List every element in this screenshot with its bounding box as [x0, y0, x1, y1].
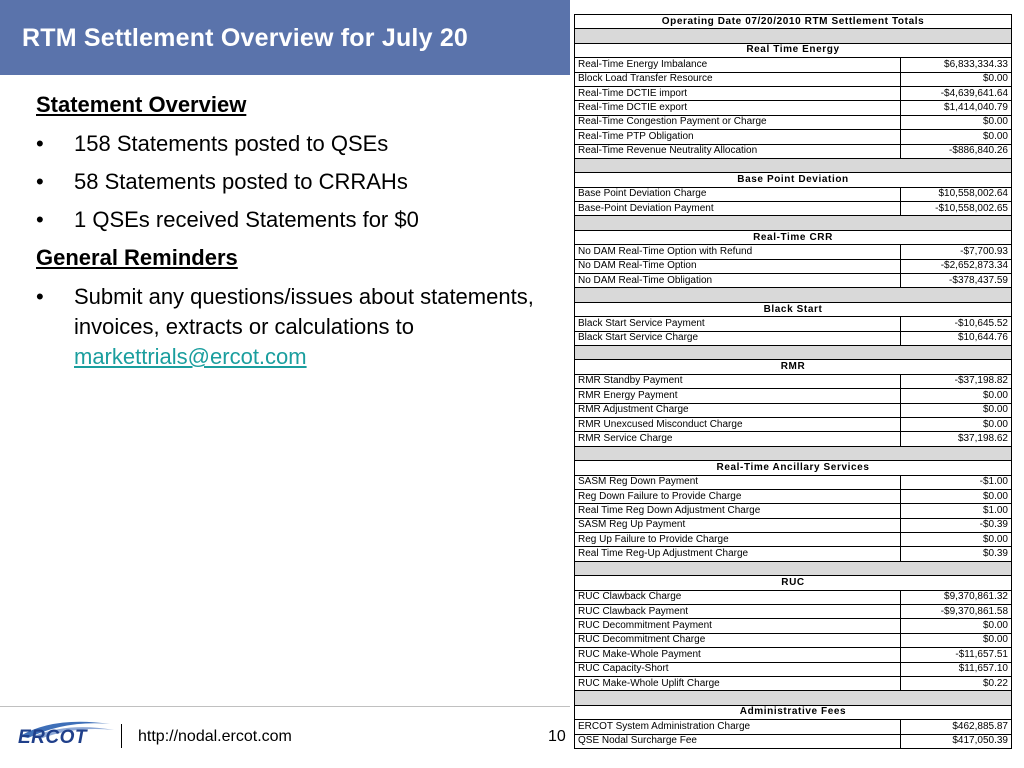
spacer-row	[575, 158, 1012, 172]
table-row	[575, 72, 1012, 86]
row-label: SASM Reg Down Payment	[575, 475, 901, 489]
table-row	[575, 633, 1012, 647]
spacer-row	[575, 345, 1012, 359]
reminder-text: Submit any questions/issues about statements, invoices, extracts or calculations to	[74, 284, 534, 339]
section-header-row	[575, 360, 1012, 374]
row-label: Base Point Deviation Charge	[575, 187, 901, 201]
section-title: Real-Time Ancillary Services	[575, 461, 1012, 475]
section-title: Real Time Energy	[575, 43, 1012, 57]
bullet-dot: •	[36, 131, 44, 156]
row-label: RUC Decommitment Charge	[575, 633, 901, 647]
row-value: -$10,645.52	[901, 317, 1012, 331]
table-row	[575, 662, 1012, 676]
row-value: -$0.39	[901, 518, 1012, 532]
row-value: -$2,652,873.34	[901, 259, 1012, 273]
row-value: $0.00	[901, 403, 1012, 417]
row-value: $462,885.87	[901, 720, 1012, 734]
spacer-row	[575, 446, 1012, 460]
table-row	[575, 605, 1012, 619]
row-label: RMR Energy Payment	[575, 389, 901, 403]
left-content	[36, 90, 536, 380]
row-value: $10,644.76	[901, 331, 1012, 345]
table-row	[575, 720, 1012, 734]
section-header-row	[575, 461, 1012, 475]
title-bar	[0, 0, 570, 75]
footer-url: http://nodal.ercot.com	[138, 728, 292, 745]
spacer-cell	[575, 288, 1012, 302]
spacer-row	[575, 288, 1012, 302]
row-label: Black Start Service Charge	[575, 331, 901, 345]
spacer-cell	[575, 561, 1012, 575]
table-row	[575, 518, 1012, 532]
row-label: Real-Time PTP Obligation	[575, 130, 901, 144]
table-row	[575, 590, 1012, 604]
row-value: -$10,558,002.65	[901, 202, 1012, 216]
table-row	[575, 676, 1012, 690]
row-label: RMR Service Charge	[575, 432, 901, 446]
footer-separator	[121, 724, 122, 748]
table-row	[575, 389, 1012, 403]
row-value: -$11,657.51	[901, 648, 1012, 662]
bullet-text: 1 QSEs received Statements for $0	[74, 207, 419, 232]
row-value: $1.00	[901, 504, 1012, 518]
settlement-table-container	[574, 14, 1011, 749]
row-value: -$378,437.59	[901, 274, 1012, 288]
row-label: Real-Time Congestion Payment or Charge	[575, 115, 901, 129]
row-value: -$1.00	[901, 475, 1012, 489]
section-title: Base Point Deviation	[575, 173, 1012, 187]
table-row	[575, 417, 1012, 431]
table-row	[575, 259, 1012, 273]
row-label: RMR Unexcused Misconduct Charge	[575, 417, 901, 431]
table-row	[575, 547, 1012, 561]
section-header-row	[575, 230, 1012, 244]
row-label: RUC Clawback Charge	[575, 590, 901, 604]
table-title: Operating Date 07/20/2010 RTM Settlement Totals	[575, 15, 1012, 29]
overview-bullet	[36, 205, 536, 235]
table-row	[575, 187, 1012, 201]
table-row	[575, 432, 1012, 446]
email-link[interactable]: markettrials@ercot.com	[74, 344, 307, 369]
row-value: -$37,198.82	[901, 374, 1012, 388]
row-value: $0.00	[901, 533, 1012, 547]
section-title: Black Start	[575, 302, 1012, 316]
section-header-row	[575, 43, 1012, 57]
spacer-cell	[575, 29, 1012, 43]
general-reminders-heading: General Reminders	[36, 245, 238, 270]
row-label: RUC Decommitment Payment	[575, 619, 901, 633]
row-label: No DAM Real-Time Option	[575, 259, 901, 273]
row-label: RUC Make-Whole Payment	[575, 648, 901, 662]
table-row	[575, 734, 1012, 748]
page-number: 10	[548, 728, 566, 745]
table-row	[575, 489, 1012, 503]
reminders-bullet-list	[36, 282, 536, 372]
row-label: QSE Nodal Surcharge Fee	[575, 734, 901, 748]
table-row	[575, 130, 1012, 144]
table-row	[575, 648, 1012, 662]
footer-divider	[0, 706, 570, 707]
table-row	[575, 86, 1012, 100]
spacer-cell	[575, 158, 1012, 172]
spacer-cell	[575, 446, 1012, 460]
row-label: Reg Up Failure to Provide Charge	[575, 533, 901, 547]
row-label: RUC Capacity-Short	[575, 662, 901, 676]
section-header-row	[575, 576, 1012, 590]
table-row	[575, 619, 1012, 633]
row-value: $0.39	[901, 547, 1012, 561]
table-row	[575, 475, 1012, 489]
row-label: RUC Clawback Payment	[575, 605, 901, 619]
section-title: RMR	[575, 360, 1012, 374]
bullet-text: 58 Statements posted to CRRAHs	[74, 169, 408, 194]
slide-title: RTM Settlement Overview for July 20	[22, 24, 469, 52]
row-value: $417,050.39	[901, 734, 1012, 748]
row-label: RMR Standby Payment	[575, 374, 901, 388]
section-header-row	[575, 302, 1012, 316]
row-label: Black Start Service Payment	[575, 317, 901, 331]
table-row	[575, 115, 1012, 129]
table-row	[575, 331, 1012, 345]
section-title: RUC	[575, 576, 1012, 590]
section-title: Real-Time CRR	[575, 230, 1012, 244]
row-value: -$7,700.93	[901, 245, 1012, 259]
row-label: No DAM Real-Time Option with Refund	[575, 245, 901, 259]
spacer-row	[575, 561, 1012, 575]
row-value: $11,657.10	[901, 662, 1012, 676]
row-value: $1,414,040.79	[901, 101, 1012, 115]
spacer-row	[575, 29, 1012, 43]
row-label: No DAM Real-Time Obligation	[575, 274, 901, 288]
row-value: $10,558,002.64	[901, 187, 1012, 201]
row-value: -$4,639,641.64	[901, 86, 1012, 100]
table-row	[575, 374, 1012, 388]
section-header-row	[575, 173, 1012, 187]
table-row	[575, 202, 1012, 216]
table-row	[575, 274, 1012, 288]
row-value: $0.00	[901, 389, 1012, 403]
overview-bullet	[36, 129, 536, 159]
row-value: -$9,370,861.58	[901, 605, 1012, 619]
table-title-row	[575, 15, 1012, 29]
bullet-text: 158 Statements posted to QSEs	[74, 131, 389, 156]
spacer-cell	[575, 345, 1012, 359]
settlement-totals-table	[574, 14, 1012, 749]
row-label: Reg Down Failure to Provide Charge	[575, 489, 901, 503]
row-label: RUC Make-Whole Uplift Charge	[575, 676, 901, 690]
row-label: Real-Time Revenue Neutrality Allocation	[575, 144, 901, 158]
bullet-dot: •	[36, 207, 44, 232]
spacer-row	[575, 216, 1012, 230]
row-value: $37,198.62	[901, 432, 1012, 446]
row-label: Real Time Reg-Up Adjustment Charge	[575, 547, 901, 561]
table-row	[575, 504, 1012, 518]
row-label: ERCOT System Administration Charge	[575, 720, 901, 734]
statement-overview-heading: Statement Overview	[36, 92, 247, 117]
row-label: SASM Reg Up Payment	[575, 518, 901, 532]
table-row	[575, 58, 1012, 72]
spacer-row	[575, 691, 1012, 705]
table-row	[575, 533, 1012, 547]
row-value: $0.00	[901, 72, 1012, 86]
row-value: $6,833,334.33	[901, 58, 1012, 72]
row-label: Real-Time DCTIE export	[575, 101, 901, 115]
section-title: Administrative Fees	[575, 705, 1012, 719]
table-row	[575, 144, 1012, 158]
table-row	[575, 101, 1012, 115]
spacer-cell	[575, 216, 1012, 230]
row-label: Real-Time Energy Imbalance	[575, 58, 901, 72]
row-value: $0.00	[901, 619, 1012, 633]
reminder-bullet	[36, 282, 536, 372]
bullet-dot: •	[36, 284, 44, 309]
row-label: Base-Point Deviation Payment	[575, 202, 901, 216]
row-value: $0.00	[901, 633, 1012, 647]
row-label: RMR Adjustment Charge	[575, 403, 901, 417]
section-header-row	[575, 705, 1012, 719]
row-value: $0.00	[901, 130, 1012, 144]
overview-bullet	[36, 167, 536, 197]
row-value: $9,370,861.32	[901, 590, 1012, 604]
spacer-cell	[575, 691, 1012, 705]
row-value: $0.22	[901, 676, 1012, 690]
overview-bullet-list	[36, 129, 536, 235]
table-row	[575, 245, 1012, 259]
row-value: $0.00	[901, 115, 1012, 129]
row-value: $0.00	[901, 417, 1012, 431]
row-label: Block Load Transfer Resource	[575, 72, 901, 86]
table-row	[575, 317, 1012, 331]
row-value: -$886,840.26	[901, 144, 1012, 158]
row-label: Real-Time DCTIE import	[575, 86, 901, 100]
ercot-logo-text: ERCOT	[18, 727, 87, 748]
table-row	[575, 403, 1012, 417]
row-value: $0.00	[901, 489, 1012, 503]
row-label: Real Time Reg Down Adjustment Charge	[575, 504, 901, 518]
bullet-dot: •	[36, 169, 44, 194]
